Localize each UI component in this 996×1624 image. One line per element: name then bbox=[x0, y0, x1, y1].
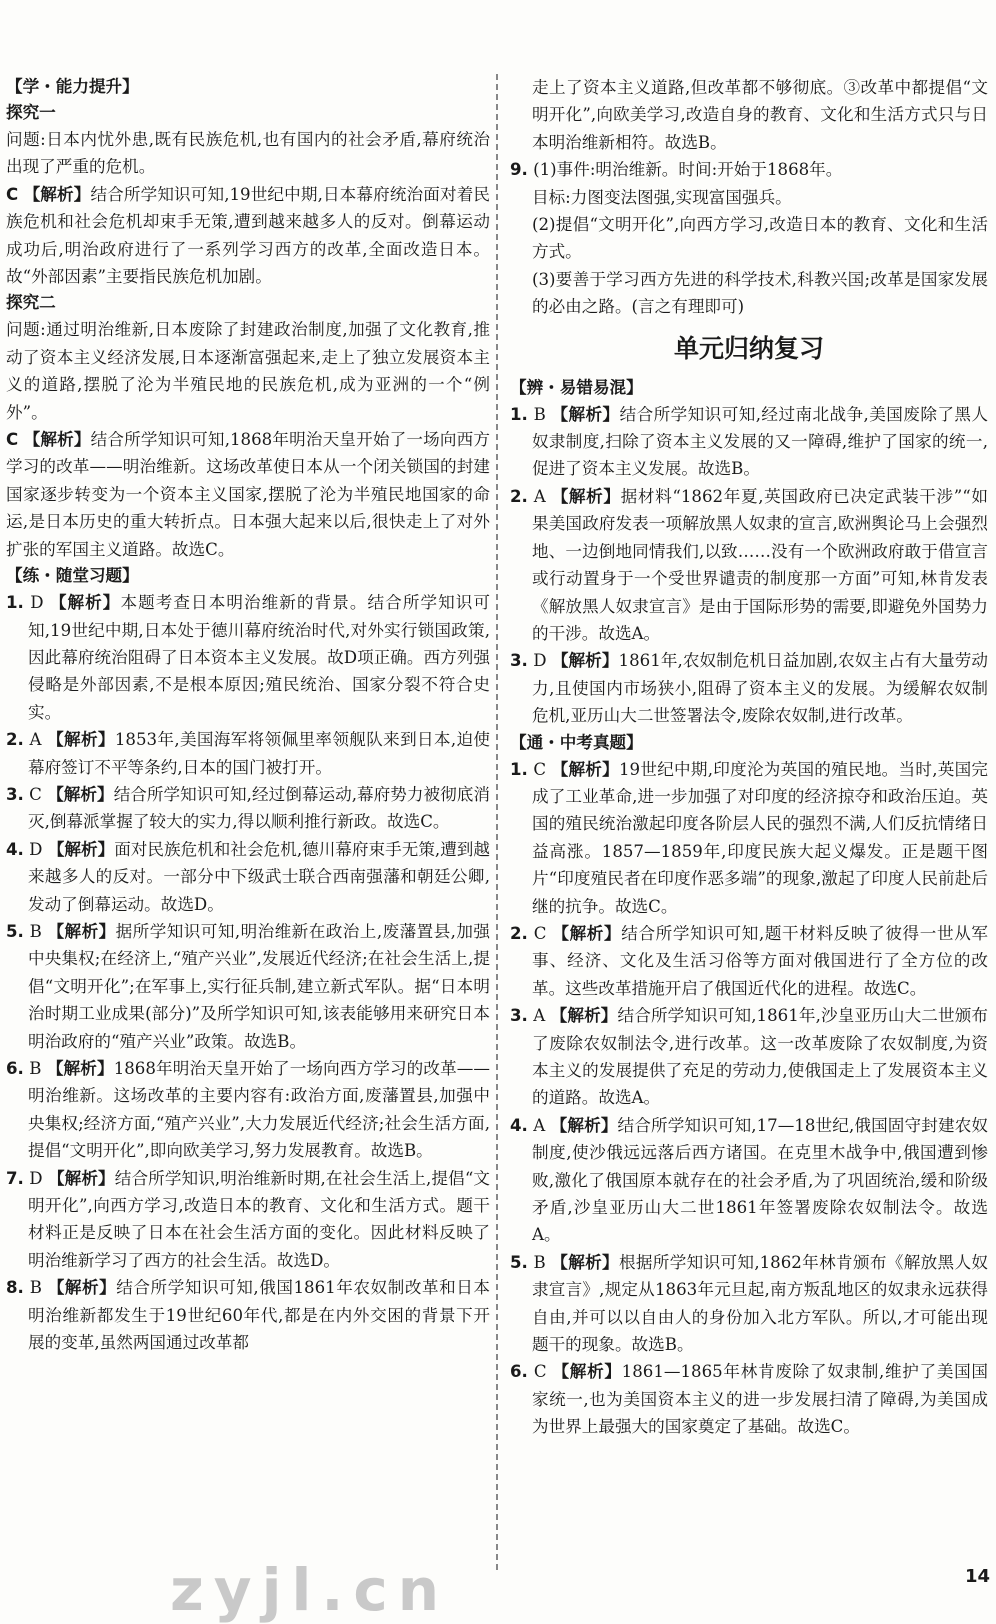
answer-letter: B bbox=[29, 921, 42, 941]
analysis-tag: 【解析】 bbox=[47, 1278, 117, 1298]
analysis-tag: 【解析】 bbox=[23, 430, 91, 450]
exam-list bbox=[510, 756, 988, 1441]
item-number: 6. bbox=[6, 1059, 24, 1078]
unit-review-title: 单元归纳复习 bbox=[673, 333, 824, 363]
section-heading-distinguish: 【辨・易错易混】 bbox=[510, 377, 643, 397]
analysis-text: 结合所学知识可知,经过南北战争,美国废除了黑人奴隶制度,扫除了资本主义发展的又一障碍,维护了国家的统一,促进了资本主义发展。故选B。 bbox=[532, 404, 988, 479]
section-heading-learn: 【学・能力提升】 bbox=[6, 77, 139, 96]
analysis-tag: 【解析】 bbox=[47, 730, 115, 750]
explore-two-question: 问题:通过明治维新,日本废除了封建政治制度,加强了文化教育,推动了资本主义经济发展,日本逐渐富强起来,走上了独立发展资本主义的道路,摆脱了沦为半殖民地的民族危机,成为亚洲的一个“例外”。 bbox=[6, 320, 490, 422]
column-divider bbox=[496, 74, 498, 1570]
answer-letter: D bbox=[29, 839, 43, 859]
answer-letter: B bbox=[29, 1278, 42, 1298]
list-item bbox=[510, 1249, 988, 1359]
answer-part: (2)提倡“文明开化”,向西方学习,改造日本的教育、文化和生活方式。 bbox=[532, 215, 988, 262]
answer-letter: B bbox=[533, 404, 546, 424]
page-number: 14 bbox=[964, 1566, 990, 1587]
item-number: 2. bbox=[510, 486, 528, 506]
analysis-text: 结合所学知识可知,19世纪中期,日本幕府统治面对着民族危机和社会危机却束手无策,遭到越来越多人的反对。倒幕运动成功后,明治政府进行了一系列学习西方的改革,全面改造日本。故“外部因素”主要指民族危机加剧。 bbox=[6, 184, 491, 287]
analysis-tag: 【解析】 bbox=[551, 486, 621, 506]
list-item bbox=[510, 1002, 988, 1112]
list-item bbox=[6, 1274, 490, 1356]
list-item bbox=[6, 589, 490, 726]
analysis-tag: 【解析】 bbox=[47, 839, 115, 859]
analysis-text: 结合所学知识可知,题干材料反映了彼得一世从军事、经济、文化及生活习俗等方面对俄国进行了全方位的改革。这些改革措施开启了俄国近代化的进程。故选C。 bbox=[532, 923, 989, 998]
analysis-text: 面对民族危机和社会危机,德川幕府束手无策,遭到越来越多人的反对。一部分中下级武士联合西南强藩和朝廷公卿,发动了倒幕运动。故选D。 bbox=[28, 839, 491, 914]
analysis-text: 结合所学知识可知,1868年明治天皇开始了一场向西方学习的改革——明治维新。这场改革使日本从一个闭关锁国的封建国家逐步转变为一个资本主义国家,摆脱了沦为半殖民地国家的命运,是日本历史的重大转折点。日本强大起来以后,很快走上了对外扩张的军国主义道路。故选C。 bbox=[6, 430, 490, 559]
answer-letter: D bbox=[533, 651, 547, 671]
analysis-text: 1853年,美国海军将领佩里率领舰队来到日本,迫使幕府签订不平等条约,日本的国门被打开。 bbox=[28, 730, 491, 777]
analysis-text: 19世纪中期,印度沦为英国的殖民地。当时,英国完成了工业革命,进一步加强了对印度的经济掠夺和政治压迫。英国的殖民统治激起印度各阶层人民的强烈不满,人们反抗情绪日益高涨。1857—1859年,印度民族大起义爆发。正是题干图片“印度殖民者在印度作恶多端”的现象,激起了印度人民前赴后继的抗争。故选C。 bbox=[532, 759, 989, 916]
list-item bbox=[6, 918, 490, 1055]
answer-letter: D bbox=[29, 1168, 43, 1188]
analysis-tag: 【解析】 bbox=[551, 651, 619, 671]
analysis-tag: 【解析】 bbox=[550, 1115, 618, 1135]
analysis-tag: 【解析】 bbox=[47, 1168, 115, 1188]
answer-letter: C bbox=[6, 430, 19, 450]
explore-one-title: 探究一 bbox=[6, 103, 56, 122]
analysis-text: 结合所学知识可知,1861年,沙皇亚历山大二世颁布了废除农奴制法令,进行改革。这一改革废除了农奴制度,为资本主义的发展提供了充足的劳动力,使俄国走上了发展资本主义的道路。故选A。 bbox=[532, 1006, 989, 1108]
right-column bbox=[510, 74, 988, 1441]
item-number: 5. bbox=[6, 921, 24, 941]
item-number: 3. bbox=[510, 651, 528, 671]
answer-letter: D bbox=[30, 593, 44, 613]
item-number: 2. bbox=[510, 923, 528, 943]
list-item bbox=[6, 1055, 490, 1165]
explore-one-question: 问题:日本内忧外患,既有民族危机,也有国内的社会矛盾,幕府统治出现了严重的危机。 bbox=[6, 130, 490, 177]
item-number: 5. bbox=[510, 1252, 528, 1272]
analysis-text: 本题考查日本明治维新的背景。结合所学知识可知,19世纪中期,日本处于德川幕府统治时代,对外实行锁国政策,因此幕府统治阻碍了日本资本主义发展。故D项正确。西方列强侵略是外部因素,不是根本原因;殖民统治、国家分裂不符合史实。 bbox=[28, 593, 491, 722]
answer-letter: B bbox=[533, 1252, 546, 1272]
explore-one-answer bbox=[6, 181, 490, 291]
item-number: 2. bbox=[6, 730, 24, 750]
answer-letter: C bbox=[6, 184, 19, 204]
analysis-text: 结合所学知识可知,俄国1861年农奴制改革和日本明治维新都发生于19世纪60年代,都是在内外交困的背景下开展的变革,虽然两国通过改革都 bbox=[28, 1278, 490, 1353]
analysis-text: 1868年明治天皇开始了一场向西方学习的改革——明治维新。这场改革的主要内容有:政治方面,废藩置县,加强中央集权;经济方面,“殖产兴业”,大力发展近代经济;社会生活方面,提倡“文明开化”,即向欧美学习,努力发展教育。故选B。 bbox=[28, 1059, 490, 1161]
analysis-text: 结合所学知识可知,17—18世纪,俄国固守封建农奴制度,使沙俄远远落后西方诸国。在克里木战争中,俄国遭到惨败,激化了俄国原本就存在的社会矛盾,为了巩固统治,缓和阶级矛盾,沙皇亚历山大二世1861年签署废除农奴制法令。故选A。 bbox=[532, 1115, 989, 1245]
continued-text: 走上了资本主义道路,但改革都不够彻底。③改革中都提倡“文明开化”,向欧美学习,改造自身的教育、文化和生活方式只与日本明治维新相符。故选B。 bbox=[532, 78, 988, 152]
item-number: 8. bbox=[6, 1278, 24, 1298]
analysis-tag: 【解析】 bbox=[551, 759, 619, 779]
list-item bbox=[510, 156, 988, 183]
practice-list bbox=[6, 589, 490, 1356]
answer-part: (3)要善于学习西方先进的科学技术,科教兴国;改革是国家发展的必由之路。(言之有理即可) bbox=[532, 269, 988, 317]
analysis-tag: 【解析】 bbox=[49, 593, 121, 613]
analysis-text: 据材料“1862年夏,英国政府已决定武装干涉”“如果美国政府发表一项解放黑人奴隶的宣言,欧洲舆论马上会强烈地、一边倒地同情我们,以致……没有一个欧洲政府敢于借宣言或行动置身于一个受世界谴责的制度那一方面”可知,林肯发表《解放黑人奴隶宣言》是由于国际形势的需要,即避免外国势力的干涉。故选A。 bbox=[532, 486, 988, 643]
left-column bbox=[6, 74, 490, 1356]
section-heading-exam: 【通・中考真题】 bbox=[510, 732, 643, 752]
analysis-text: 据所学知识可知,明治维新在政治上,废藩置县,加强中央集权;在经济上,“殖产兴业”,发展近代经济;在社会生活上,提倡“文明开化”;在军事上,实行征兵制,建立新式军队。据“日本明治时期工业成果(部分)”及所学知识可知,该表能够用来研究日本明治政府的“殖产兴业”政策。故选B。 bbox=[28, 921, 491, 1051]
list-item bbox=[510, 1358, 988, 1440]
analysis-text: 1861—1865年林肯废除了奴隶制,维护了美国国家统一,也为美国资本主义的进一步发展扫清了障碍,为美国成为世界上最强大的国家奠定了基础。故选C。 bbox=[532, 1362, 988, 1437]
item-number: 9. bbox=[510, 160, 528, 180]
answer-letter: C bbox=[533, 759, 547, 779]
explore-two-title: 探究二 bbox=[6, 293, 56, 313]
analysis-tag: 【解析】 bbox=[47, 921, 116, 941]
list-item bbox=[6, 726, 490, 781]
item-number: 1. bbox=[510, 759, 528, 779]
analysis-tag: 【解析】 bbox=[46, 1059, 114, 1078]
distinguish-list bbox=[510, 401, 988, 730]
analysis-tag: 【解析】 bbox=[551, 404, 620, 424]
analysis-tag: 【解析】 bbox=[552, 1362, 622, 1382]
answer-letter: A bbox=[29, 730, 42, 750]
list-item bbox=[6, 836, 490, 918]
list-item bbox=[510, 401, 988, 483]
answer-part: (1)事件:明治维新。时间:开始于1868年。 bbox=[533, 160, 843, 180]
item-number: 7. bbox=[6, 1168, 24, 1188]
answer-letter: B bbox=[29, 1059, 42, 1078]
analysis-tag: 【解析】 bbox=[551, 1252, 619, 1272]
analysis-tag: 【解析】 bbox=[552, 923, 622, 943]
answer-letter: A bbox=[533, 1115, 546, 1135]
item-number: 6. bbox=[510, 1362, 528, 1382]
question-nine bbox=[510, 156, 988, 320]
list-item bbox=[6, 781, 490, 836]
list-item bbox=[510, 1112, 988, 1249]
item-number: 1. bbox=[6, 593, 24, 613]
item-number: 3. bbox=[510, 1006, 528, 1026]
watermark: zyjl.cn bbox=[170, 1556, 450, 1624]
analysis-tag: 【解析】 bbox=[23, 184, 91, 204]
list-item bbox=[510, 756, 988, 920]
item-number: 4. bbox=[6, 839, 24, 859]
analysis-text: 根据所学知识可知,1862年林肯颁布《解放黑人奴隶宣言》,规定从1863年元旦起,南方叛乱地区的奴隶永远获得自由,并可以以自由人的身份加入北方军队。所以,才可能出现题干的现象。故选B。 bbox=[532, 1252, 988, 1355]
answer-letter: A bbox=[533, 486, 546, 506]
answer-letter: C bbox=[533, 1362, 547, 1382]
section-heading-practice: 【练・随堂习题】 bbox=[6, 566, 139, 586]
item-number: 1. bbox=[510, 404, 528, 424]
answer-letter: C bbox=[29, 784, 42, 804]
analysis-text: 1861年,农奴制危机日益加剧,农奴主占有大量劳动力,且使国内市场狭小,阻碍了资本主义的发展。为缓解农奴制危机,亚历山大二世签署法令,废除农奴制,进行改革。 bbox=[532, 651, 988, 726]
analysis-text: 结合所学知识,明治维新时期,在社会生活上,提倡“文明开化”,向西方学习,改造日本的教育、文化和生活方式。题干材料正是反映了日本在社会生活方面的变化。因此材料反映了明治维新学习了西方的社会生活。故选D。 bbox=[28, 1168, 491, 1270]
list-item bbox=[510, 483, 988, 647]
item-number: 3. bbox=[6, 784, 24, 804]
list-item bbox=[510, 647, 988, 729]
analysis-tag: 【解析】 bbox=[47, 784, 114, 804]
analysis-tag: 【解析】 bbox=[550, 1006, 618, 1026]
list-item bbox=[6, 1165, 490, 1275]
item-number: 4. bbox=[510, 1115, 528, 1135]
answer-part: 目标:力图变法图强,实现富国强兵。 bbox=[532, 187, 792, 207]
answer-letter: A bbox=[533, 1006, 546, 1026]
answer-letter: C bbox=[533, 923, 547, 943]
explore-two-answer bbox=[6, 426, 490, 563]
analysis-text: 结合所学知识可知,经过倒幕运动,幕府势力被彻底消灭,倒幕派掌握了较大的实力,得以顺利推行新政。故选C。 bbox=[28, 784, 490, 832]
list-item bbox=[510, 920, 988, 1002]
